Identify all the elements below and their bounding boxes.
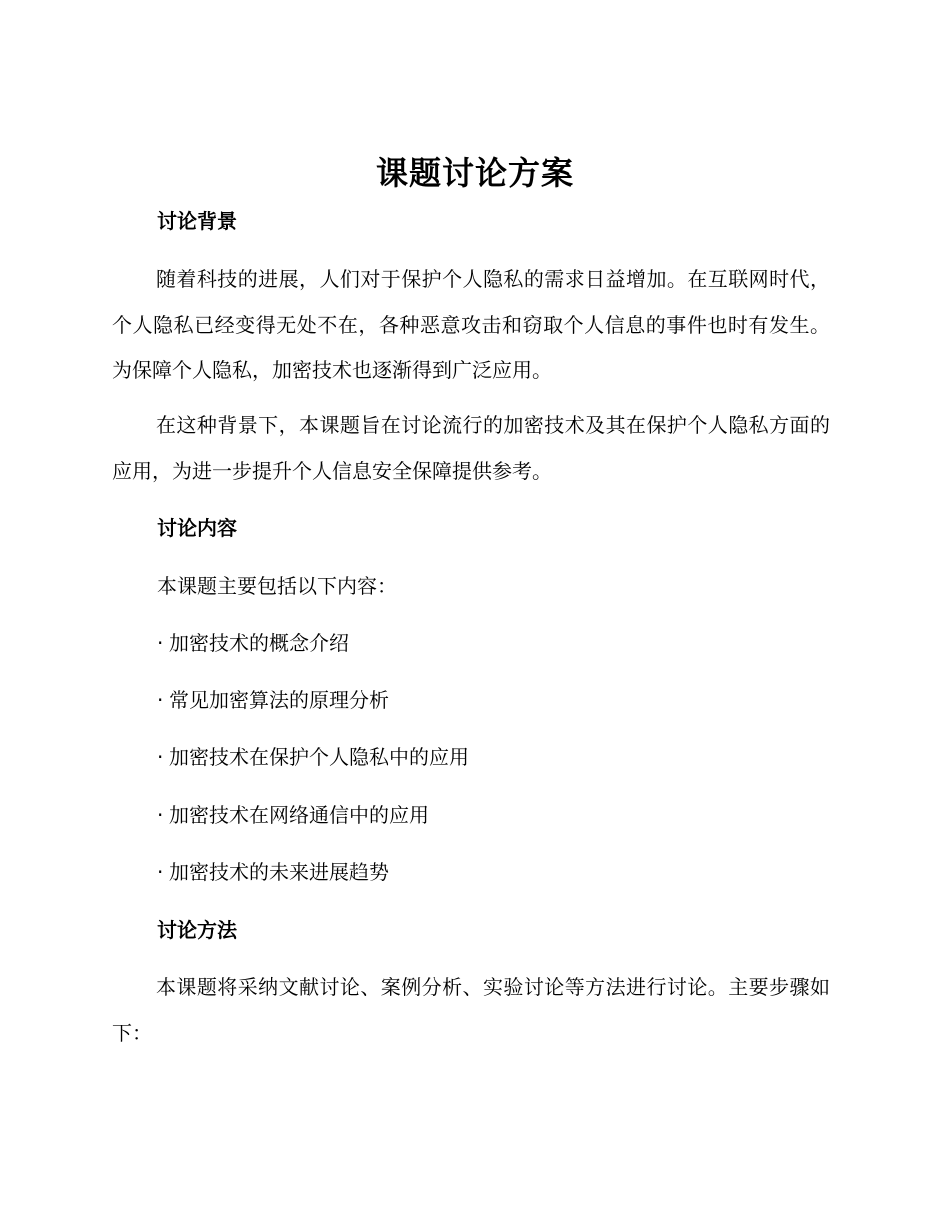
list-item <box>157 743 469 771</box>
list-item-text: 加密技术的未来进展趋势 <box>169 860 389 884</box>
page-title: 课题讨论方案 <box>375 154 574 192</box>
list-item-text: 加密技术的概念介绍 <box>169 631 349 655</box>
list-item-text: 加密技术在网络通信中的应用 <box>169 803 429 827</box>
list-item <box>157 686 389 714</box>
list-item <box>157 858 389 886</box>
bullet-icon: · <box>157 860 164 884</box>
list-item-text: 常见加密算法的原理分析 <box>169 688 389 712</box>
list-item <box>157 801 429 829</box>
section-heading-content: 讨论内容 <box>157 516 237 540</box>
section-heading-background: 讨论背景 <box>157 209 237 233</box>
paragraph-background-2: 在这种背景下，本课题旨在讨论流行的加密技术及其在保护个人隐私方面的应用，为进一步提升个人信息安全保障提供参考。 <box>112 413 830 483</box>
paragraph-method-1: 本课题将采纳文献讨论、案例分析、实验讨论等方法进行讨论。主要步骤如下： <box>112 975 830 1045</box>
bullet-icon: · <box>157 631 164 655</box>
paragraph-background-1: 随着科技的进展，人们对于保护个人隐私的需求日益增加。在互联网时代，个人隐私已经变得无处不在，各种恶意攻击和窃取个人信息的事件也时有发生。为保障个人隐私，加密技术也逐渐得到广泛应用。 <box>112 267 830 382</box>
list-item <box>157 629 349 657</box>
list-item-text: 加密技术在保护个人隐私中的应用 <box>169 745 469 769</box>
bullet-icon: · <box>157 688 164 712</box>
bullet-icon: · <box>157 803 164 827</box>
bullet-icon: · <box>157 745 164 769</box>
content-intro: 本课题主要包括以下内容： <box>157 574 397 598</box>
section-heading-method: 讨论方法 <box>157 918 237 942</box>
